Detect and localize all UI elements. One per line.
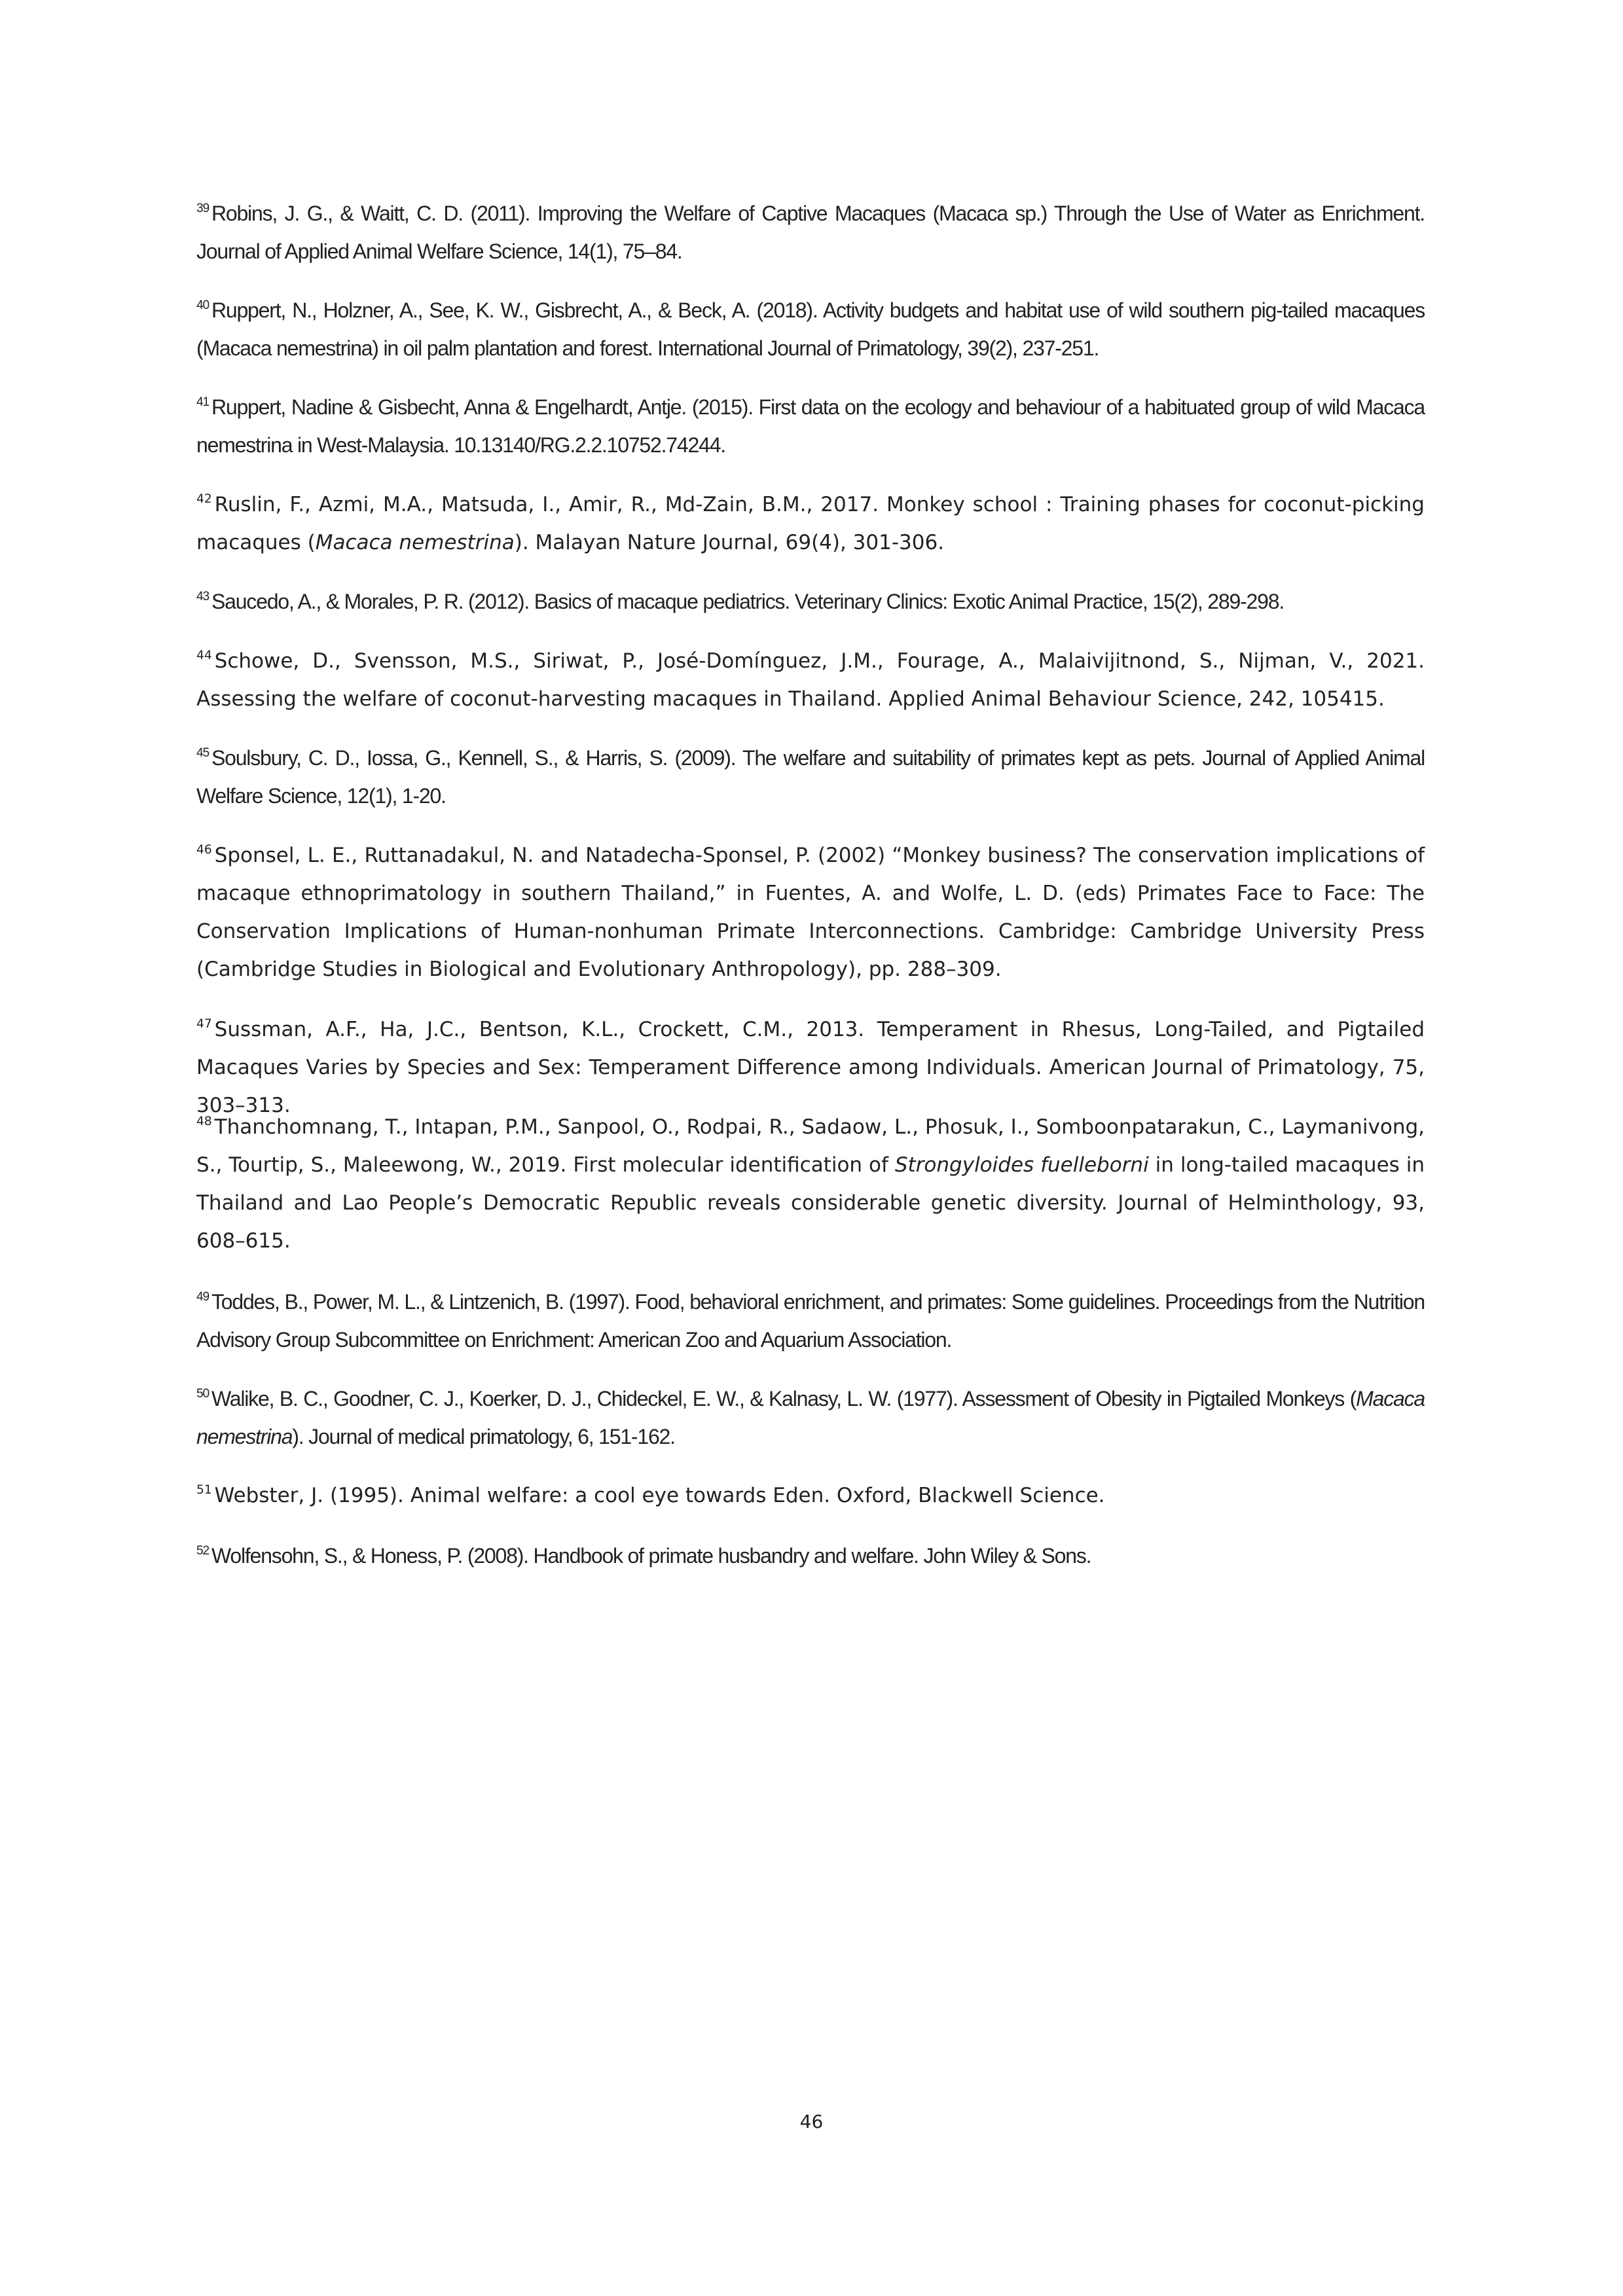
species-name: Strongyloides fuelleborni <box>894 1153 1149 1177</box>
reference-number: 50 <box>196 1386 209 1401</box>
reference-number: 42 <box>196 492 212 506</box>
reference-number: 41 <box>196 395 209 409</box>
reference-49 <box>196 1283 1425 1359</box>
reference-45 <box>196 739 1425 815</box>
reference-text: Soulsbury, C. D., Iossa, G., Kennell, S., & Harris, S. (2009). The welfare and suitability of primates kept as pets. Journal of Applied Animal Welfare Science, 12(1), 1-20. <box>196 746 1425 808</box>
reference-text: Walike, B. C., Goodner, C. J., Koerker, D. J., Chideckel, E. W., & Kalnasy, L. W. (1977). Assessment of Obesity in Pigtailed Monkeys ( <box>211 1387 1357 1410</box>
reference-text: Thanchomnang, T., Intapan, P.M., Sanpool, O., Rodpai, R., Sadaow, L., Phosuk, I., Somboonpatarakun, C., Laymanivong, S., Tourtip, S., Maleewong, W., 2019. First molecular identification of <box>196 1115 1425 1177</box>
reference-50 <box>196 1380 1425 1456</box>
species-name: Macaca nemestrina <box>315 531 515 554</box>
reference-text-end: ). Malayan Nature Journal, 69(4), 301-306. <box>514 531 945 554</box>
reference-number: 43 <box>196 589 209 603</box>
reference-48 <box>196 1108 1425 1260</box>
reference-47 <box>196 1011 1425 1124</box>
reference-text: Robins, J. G., & Waitt, C. D. (2011). Improving the Welfare of Captive Macaques (Macaca sp.) Through the Use of Water as Enrichment. Journal of Applied Animal Welfare Science, 14(1), 75–84. <box>196 202 1425 263</box>
reference-text: Sussman, A.F., Ha, J.C., Bentson, K.L., Crockett, C.M., 2013. Temperament in Rhesus, Long-Tailed, and Pigtailed Macaques Varies by Species and Sex: Temperament Difference among Individuals. American Journal of Primatology, 75, 303–313. <box>196 1018 1425 1117</box>
reference-number: 45 <box>196 745 209 760</box>
reference-text: Webster, J. (1995). Animal welfare: a cool eye towards Eden. Oxford, Blackwell Science. <box>214 1484 1105 1507</box>
reference-number: 46 <box>196 842 212 857</box>
reference-text: Toddes, B., Power, M. L., & Lintzenich, B. (1997). Food, behavioral enrichment, and primates: Some guidelines. Proceedings from the Nutrition Advisory Group Subcommittee on Enrichment: American Zoo and Aquarium Association. <box>196 1290 1425 1352</box>
reference-40 <box>196 291 1425 367</box>
reference-number: 40 <box>196 298 209 312</box>
reference-text: Schowe, D., Svensson, M.S., Siriwat, P., José-Domínguez, J.M., Fourage, A., Malaivijitnond, S., Nijman, V., 2021. Assessing the welfare of coconut-harvesting macaques in Thailand. Applied Animal Behaviour Science, 242, 105415. <box>196 649 1425 711</box>
reference-text: Sponsel, L. E., Ruttanadakul, N. and Natadecha-Sponsel, P. (2002) “Monkey business? The conservation implications of macaque ethnoprimatology in southern Thailand,” in Fuentes, A. and Wolfe, L. D. (eds) Primates Face to Face: The Conservation Implications of Human-nonhuman Primate Interconnections. Cambridge: Cambridge University Press (Cambridge Studies in Biological and Evolutionary Anthropology), pp. 288–309. <box>196 844 1425 981</box>
reference-text: Saucedo, A., & Morales, P. R. (2012). Basics of macaque pediatrics. Veterinary Clinics: Exotic Animal Practice, 15(2), 289-298. <box>211 590 1285 613</box>
reference-51 <box>196 1477 1425 1515</box>
reference-text: Ruslin, F., Azmi, M.A., Matsuda, I., Amir, R., Md-Zain, B.M., 2017. Monkey school : Training phases for coconut-picking macaques ( <box>196 493 1425 554</box>
reference-number: 49 <box>196 1289 209 1304</box>
reference-text-end: ). Journal of medical primatology, 6, 151-162. <box>292 1425 675 1448</box>
reference-number: 51 <box>196 1482 212 1497</box>
reference-text: Ruppert, N., Holzner, A., See, K. W., Gisbrecht, A., & Beck, A. (2018). Activity budgets and habitat use of wild southern pig-tailed macaques (Macaca nemestrina) in oil palm plantation and forest. International Journal of Primatology, 39(2), 237-251. <box>196 298 1425 360</box>
reference-number: 52 <box>196 1543 209 1558</box>
reference-39 <box>196 194 1425 270</box>
reference-number: 39 <box>196 201 209 215</box>
species-name: Macaca nemestrina <box>196 1387 1425 1448</box>
reference-text: Ruppert, Nadine & Gisbecht, Anna & Engelhardt, Antje. (2015). First data on the ecology and behaviour of a habituated group of wild Macaca nemestrina in West-Malaysia. 10.13140/RG.2.2.10752.74244. <box>196 395 1425 457</box>
reference-52 <box>196 1537 1425 1575</box>
page-number: 46 <box>799 2111 824 2132</box>
reference-text-end: in long-tailed macaques in Thailand and Lao People’s Democratic Republic reveals considerable genetic diversity. Journal of Helminthology, 93, 608–615. <box>196 1153 1425 1253</box>
reference-44 <box>196 642 1425 718</box>
reference-46 <box>196 836 1425 988</box>
reference-text: Wolfensohn, S., & Honess, P. (2008). Handbook of primate husbandry and welfare. John Wiley & Sons. <box>211 1544 1091 1568</box>
reference-number: 48 <box>196 1114 212 1128</box>
reference-43 <box>196 583 1425 620</box>
reference-number: 47 <box>196 1016 212 1031</box>
reference-41 <box>196 388 1425 464</box>
reference-42 <box>196 486 1425 562</box>
reference-number: 44 <box>196 648 212 662</box>
